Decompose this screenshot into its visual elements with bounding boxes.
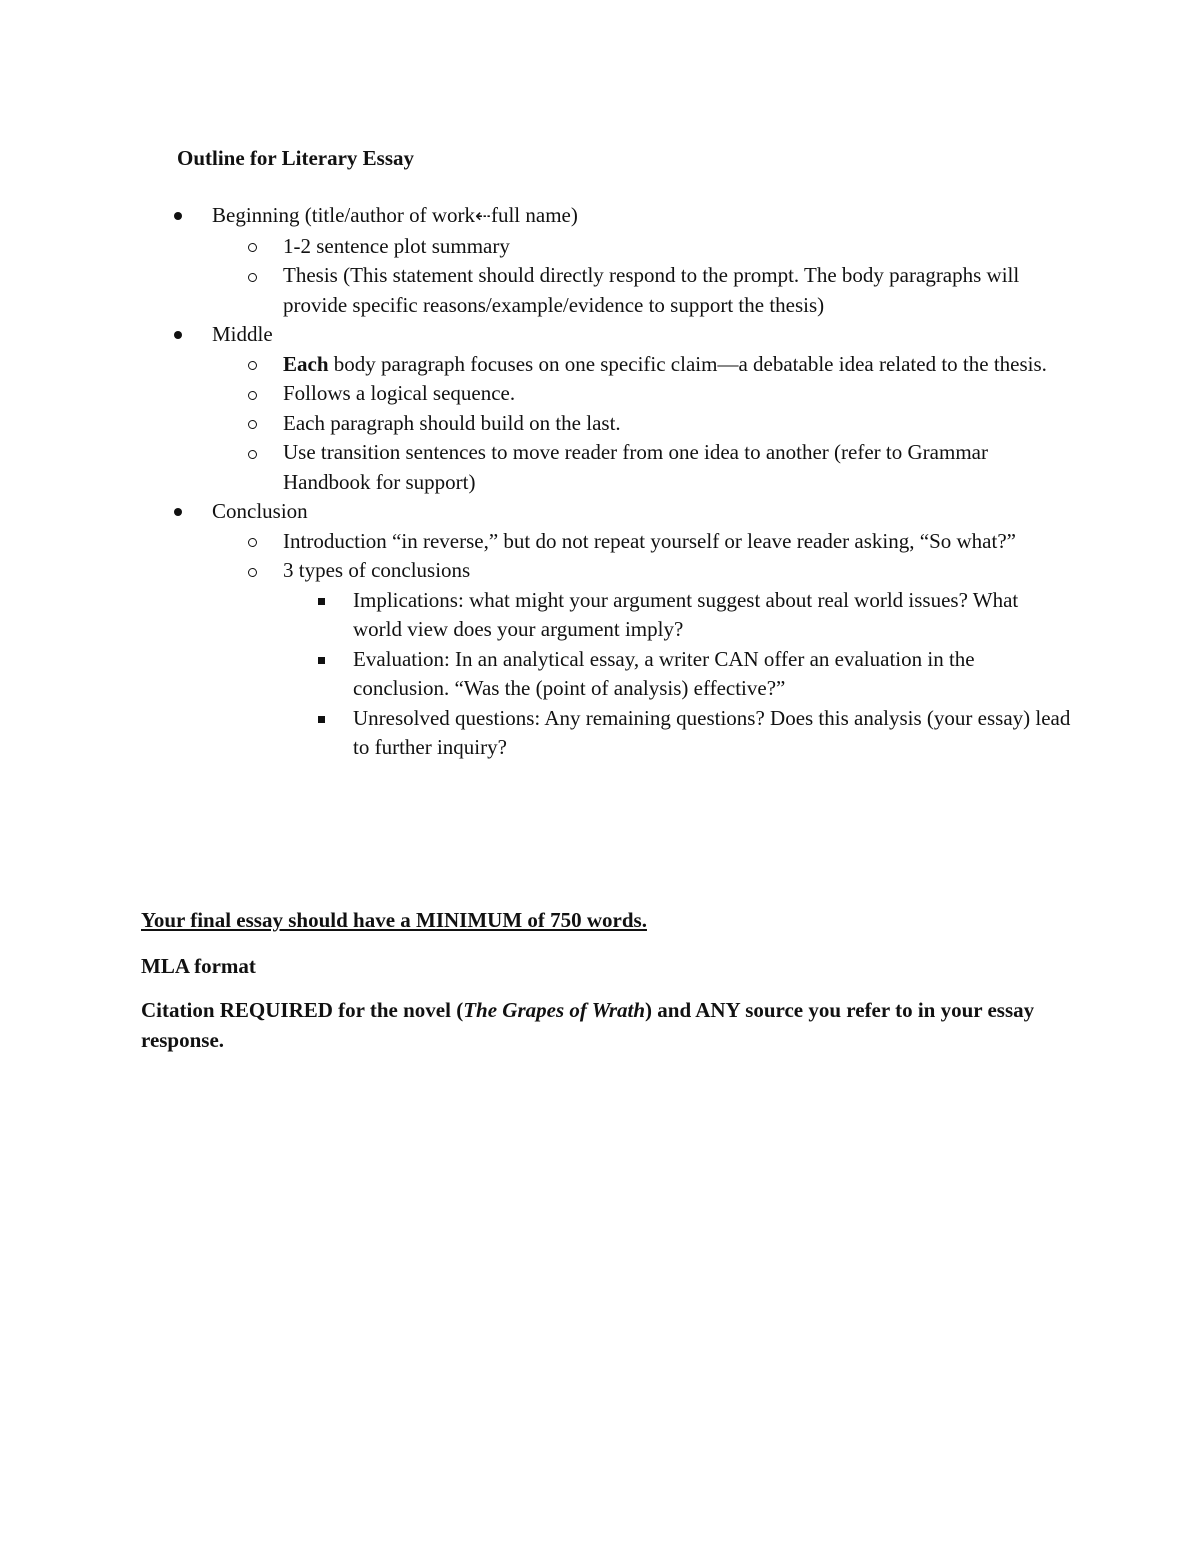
subitem-text: Follows a logical sequence. xyxy=(283,381,516,405)
bullet-icon xyxy=(174,320,182,350)
document-title: Outline for Literary Essay xyxy=(177,146,415,170)
format-note: MLA format xyxy=(141,954,256,978)
circle-bullet-icon xyxy=(248,232,257,262)
square-bullet-icon xyxy=(318,586,325,616)
subitem-bold-text: Each xyxy=(283,351,329,376)
square-bullet-icon xyxy=(318,704,325,734)
beginning-label: Beginning (title/author of work xyxy=(212,203,476,227)
outline-subitem xyxy=(172,527,1072,557)
outline-item-beginning xyxy=(172,201,1072,232)
word-minimum-note: Your final essay should have a MINIMUM of 750 words. xyxy=(141,908,647,932)
novel-title: The Grapes of Wrath xyxy=(463,998,646,1022)
subsubitem-text: Evaluation: In an analytical essay, a writer CAN offer an evaluation in the conclusion. “Was the (point of analysis) effective?” xyxy=(353,646,975,700)
subitem-text: Introduction “in reverse,” but do not repeat yourself or leave reader asking, “So what?” xyxy=(283,528,1016,553)
circle-bullet-icon xyxy=(248,527,257,557)
subitem-text: Each paragraph should build on the last. xyxy=(283,410,621,435)
circle-bullet-icon xyxy=(248,261,257,291)
citation-text: Citation REQUIRED for the novel ( xyxy=(141,998,464,1022)
subitem-text: Thesis (This statement should directly respond to the prompt. The body paragraphs will provide specific reasons/example/evidence to support the thesis) xyxy=(283,263,1020,317)
subitem-text: 1-2 sentence plot summary xyxy=(283,233,510,258)
outline-subsubitem xyxy=(172,704,1072,763)
outline-subitem xyxy=(172,438,1072,497)
conclusion-label: Conclusion xyxy=(212,499,308,523)
outline-subitem xyxy=(172,556,1072,586)
subitem-text: body paragraph focuses on one specific claim—a debatable idea related to the thesis. xyxy=(328,351,1047,376)
outline-subitem xyxy=(172,261,1072,320)
outline-subsubitem xyxy=(172,645,1072,704)
outline-subitem xyxy=(172,379,1072,409)
left-arrow-icon: ⇠ xyxy=(475,205,491,227)
circle-bullet-icon xyxy=(248,409,257,439)
bullet-icon xyxy=(174,497,182,527)
subitem-text: 3 types of conclusions xyxy=(283,558,471,582)
bullet-icon xyxy=(174,201,182,231)
subsubitem-text: Implications: what might your argument suggest about real world issues? What world view does your argument imply? xyxy=(353,587,1019,641)
outline-subsubitem xyxy=(172,586,1072,645)
outline-subitem xyxy=(172,350,1072,380)
circle-bullet-icon xyxy=(248,438,257,468)
circle-bullet-icon xyxy=(248,350,257,380)
outline-subitem xyxy=(172,232,1072,262)
citation-note xyxy=(141,996,1081,1055)
square-bullet-icon xyxy=(318,645,325,675)
beginning-label-end: full name) xyxy=(490,203,578,227)
circle-bullet-icon xyxy=(248,379,257,409)
outline-item-conclusion xyxy=(172,497,1072,527)
circle-bullet-icon xyxy=(248,556,257,586)
subsubitem-text: Unresolved questions: Any remaining questions? Does this analysis (your essay) lead to further inquiry? xyxy=(353,705,1071,759)
middle-label: Middle xyxy=(212,322,273,346)
outline-item-middle xyxy=(172,320,1072,350)
citation-text-end: ) and ANY source you refer to in your essay response. xyxy=(141,998,1035,1052)
outline-list xyxy=(172,201,1072,763)
outline-subitem xyxy=(172,409,1072,439)
subitem-text: Use transition sentences to move reader from one idea to another (refer to Grammar Handbook for support) xyxy=(283,440,988,494)
